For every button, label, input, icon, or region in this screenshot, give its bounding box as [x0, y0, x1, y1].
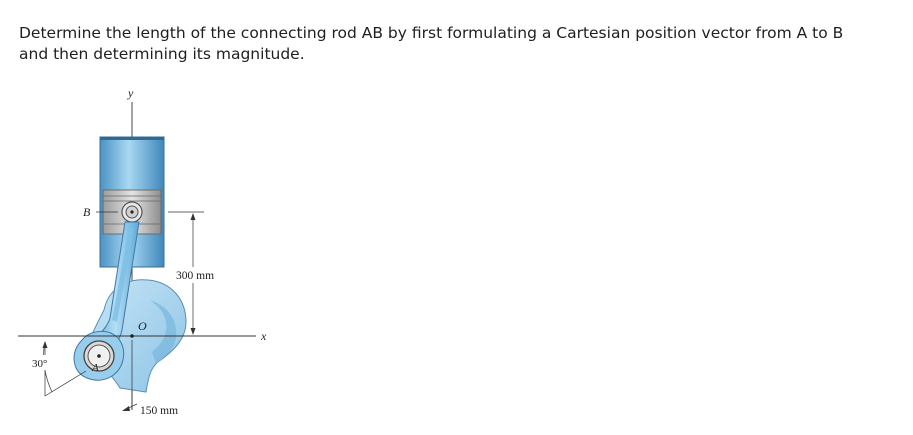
x-axis-label: x	[261, 329, 267, 343]
y-axis-label: y	[128, 86, 134, 100]
point-a-label: A	[92, 362, 99, 374]
dim-150-arrow	[122, 406, 130, 411]
question-line-1: Determine the length of the connecting rod AB by first formulating a Cartesian position vector from A to B	[19, 24, 844, 42]
dim-300-arrow-bottom	[191, 328, 196, 335]
angle-ref-diagonal	[45, 371, 86, 396]
angle-arrow-top	[43, 341, 48, 348]
origin-label: O	[138, 319, 147, 333]
dim-300-arrow-top	[191, 213, 196, 220]
origin-point	[130, 334, 134, 338]
dim-150-label: 150 mm	[140, 405, 179, 417]
question-line-2: and then determining its magnitude.	[19, 45, 305, 63]
dim-300-label: 300 mm	[176, 270, 215, 282]
cylinder-top-rim	[100, 137, 164, 140]
point-b-marker	[130, 210, 133, 213]
angle-label: 30°	[32, 358, 48, 370]
point-b-label: B	[83, 205, 91, 219]
point-a-marker	[97, 354, 101, 358]
